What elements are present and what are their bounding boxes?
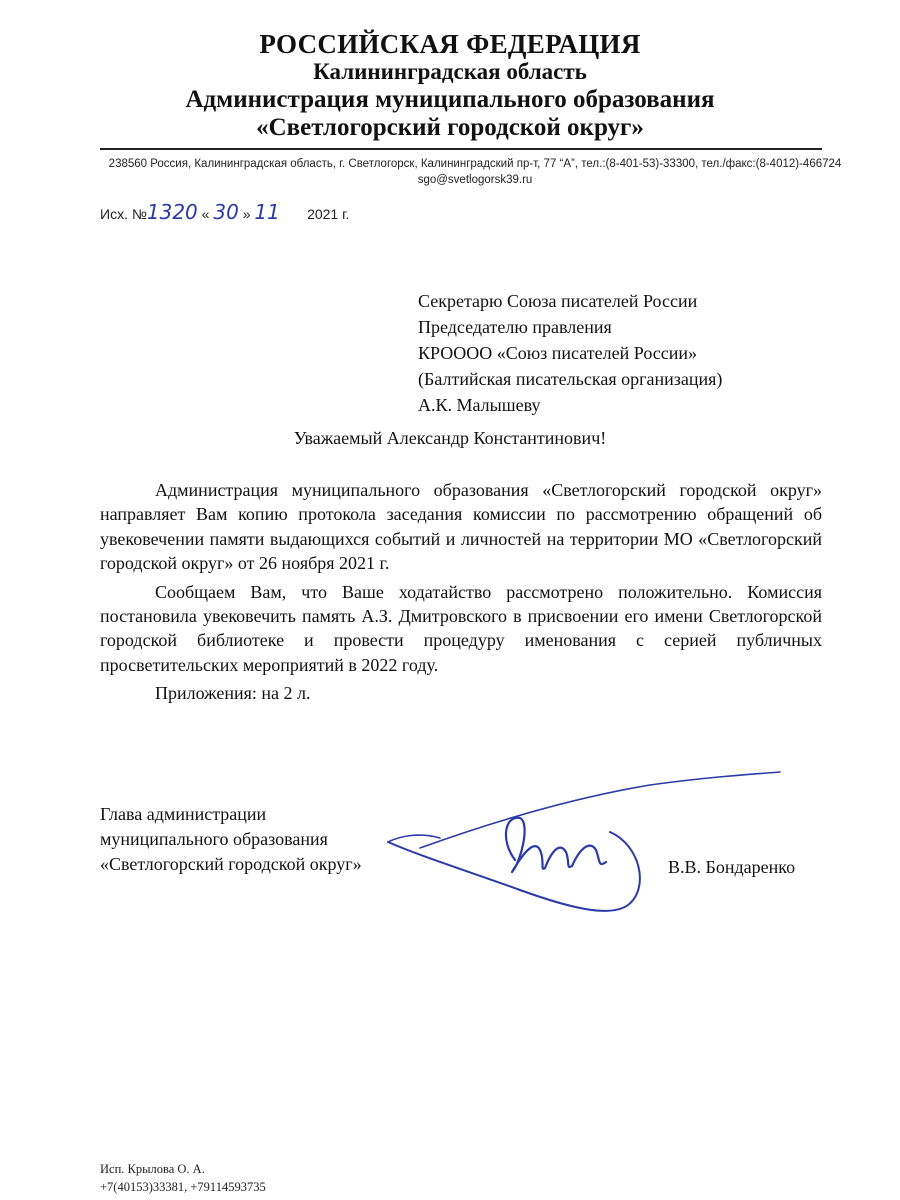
outgoing-month: 11 <box>254 200 280 224</box>
addressee-line: КРОООО «Союз писателей России» <box>418 343 698 363</box>
outgoing-prefix: Исх. № <box>100 206 147 222</box>
executor-phones: +7(40153)33381, +79114593735 <box>100 1180 266 1194</box>
signatory-title-line: «Светлогорский городской округ» <box>100 854 362 874</box>
addressee-line: Секретарю Союза писателей России <box>418 291 698 311</box>
letterhead-divider <box>100 148 822 150</box>
outgoing-year: 2021 г. <box>307 206 350 222</box>
contact-block <box>60 156 890 188</box>
body-paragraph: Сообщаем Вам, что Ваше ходатайство рассмотрено положительно. Комиссия постановила увековечить память А.З. Дмитровского в присвоении его имени Светлогорской городской библиотеке и провести процедуру именования с серией публичных просветительских мероприятий в 2022 году. <box>100 581 822 675</box>
attachments-note: Приложения: на 2 л. <box>155 683 311 704</box>
letterhead <box>0 30 900 142</box>
signatory-name: В.В. Бондаренко <box>668 857 796 877</box>
email-address: sgo@svetlogorsk39.ru <box>417 174 533 186</box>
letter-body <box>100 478 822 706</box>
postal-address: 238560 Россия, Калининградская область, г. Светлогорск, Калининградский пр-т, 77 “А”, тел.:(8-401-53)-33300, тел./факс:(8-4012)-466724 <box>108 158 842 170</box>
body-paragraph: Администрация муниципального образования «Светлогорский городской округ» направляет Вам копию протокола заседания комиссии по рассмотрению обращений об увековечении памяти выдающихся событий и личностей на территории МО «Светлогорский городской округ» от 26 ноября 2021 г. <box>100 480 822 574</box>
executor-name: Исп. Крылова О. А. <box>100 1162 205 1176</box>
outgoing-day: 30 <box>213 200 239 224</box>
signatory-title-line: Глава администрации <box>100 804 267 824</box>
letterhead-municipality: «Светлогорский городской округ» <box>256 114 644 141</box>
letterhead-region: Калининградская область <box>313 59 587 84</box>
executor-block <box>100 1160 266 1196</box>
addressee-line: (Балтийская писательская организация) <box>418 369 723 389</box>
signatory-title-line: муниципального образования <box>100 829 328 849</box>
salutation: Уважаемый Александр Константинович! <box>293 428 607 448</box>
outgoing-number-line: Исх. №1320 « 30 » 11 2021 г. <box>100 200 350 224</box>
signatory-title <box>100 802 440 877</box>
letterhead-administration: Администрация муниципального образования <box>185 86 715 113</box>
outgoing-number: 1320 <box>146 200 198 224</box>
addressee-block <box>418 288 858 418</box>
addressee-line: А.К. Малышеву <box>418 395 541 415</box>
letterhead-country: РОССИЙСКАЯ ФЕДЕРАЦИЯ <box>259 29 641 59</box>
addressee-line: Председателю правления <box>418 317 612 337</box>
